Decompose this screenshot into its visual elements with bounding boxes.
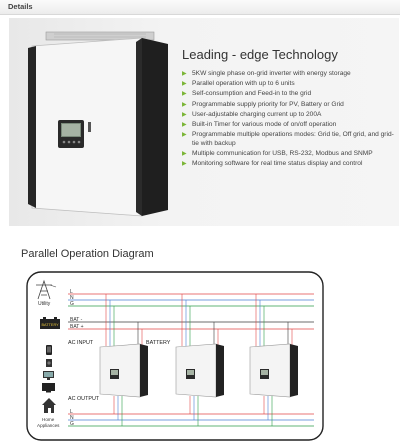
parallel-operation-diagram — [26, 271, 324, 441]
wiring-diagram-svg — [26, 271, 324, 441]
feature-item: ▶ Monitoring software for real time status display and control — [182, 160, 363, 168]
label-bat-minus: BAT - — [70, 317, 83, 323]
details-tab-label: Details — [8, 2, 33, 11]
feature-item: ▶ 5KW single phase on-grid inverter with energy storage — [182, 70, 351, 77]
triangle-bullet-icon: ▶ — [182, 132, 187, 139]
inverter-product-image — [24, 28, 174, 224]
appliances-label: Appliances — [37, 423, 60, 428]
feature-item: ▶ Multiple communication for USB, RS-232, Modbus and SNMP — [182, 150, 373, 158]
utility-label: Utility — [38, 301, 51, 307]
label-n-top: N — [70, 295, 74, 301]
label-g-bottom: G — [70, 421, 74, 427]
inverter-unit-3 — [250, 344, 298, 397]
triangle-bullet-icon: ▶ — [182, 161, 187, 168]
phone-icon — [46, 345, 52, 355]
feature-item: ▶ Programmable supply priority for PV, Battery or Grid — [182, 100, 344, 108]
feature-list — [182, 70, 396, 171]
home-label: Home — [42, 417, 55, 422]
feature-item: ▶ Programmable multiple operations modes: Grid tie, Off grid, and grid-tie with backup — [182, 131, 394, 147]
label-g-top: G — [70, 301, 74, 307]
feature-item: ▶ Self-consumption and Feed-in to the grid — [182, 90, 312, 98]
feature-item: ▶ User-adjustable charging current up to 200A — [182, 110, 322, 118]
triangle-bullet-icon: ▶ — [182, 81, 187, 88]
label-bat-plus: BAT + — [70, 324, 84, 330]
triangle-bullet-icon: ▶ — [182, 71, 187, 77]
details-tab-header[interactable] — [0, 0, 400, 15]
section-title-parallel-diagram: Parallel Operation Diagram — [21, 248, 154, 260]
label-n-bottom: N — [70, 415, 74, 421]
triangle-bullet-icon: ▶ — [182, 151, 187, 158]
triangle-bullet-icon: ▶ — [182, 122, 187, 129]
ac-output-label: AC OUTPUT — [68, 396, 100, 402]
feature-item: ▶ Built-in Timer for various mode of on/off operation — [182, 121, 337, 129]
triangle-bullet-icon: ▶ — [182, 91, 187, 98]
inverter-unit-2 — [176, 344, 224, 397]
label-l-top: L — [70, 289, 73, 295]
ac-input-label: AC INPUT — [68, 340, 94, 346]
inverter-unit-1 — [100, 344, 148, 397]
speaker-icon — [46, 359, 52, 367]
battery-box-label: BATTERY — [41, 323, 59, 327]
label-l-bottom: L — [70, 409, 73, 415]
battery-label: BATTERY — [146, 340, 171, 346]
hero-title: Leading - edge Technology — [182, 47, 338, 62]
triangle-bullet-icon: ▶ — [182, 111, 187, 118]
feature-item: ▶ Parallel operation with up to 6 units — [182, 80, 295, 88]
triangle-bullet-icon: ▶ — [182, 101, 187, 108]
